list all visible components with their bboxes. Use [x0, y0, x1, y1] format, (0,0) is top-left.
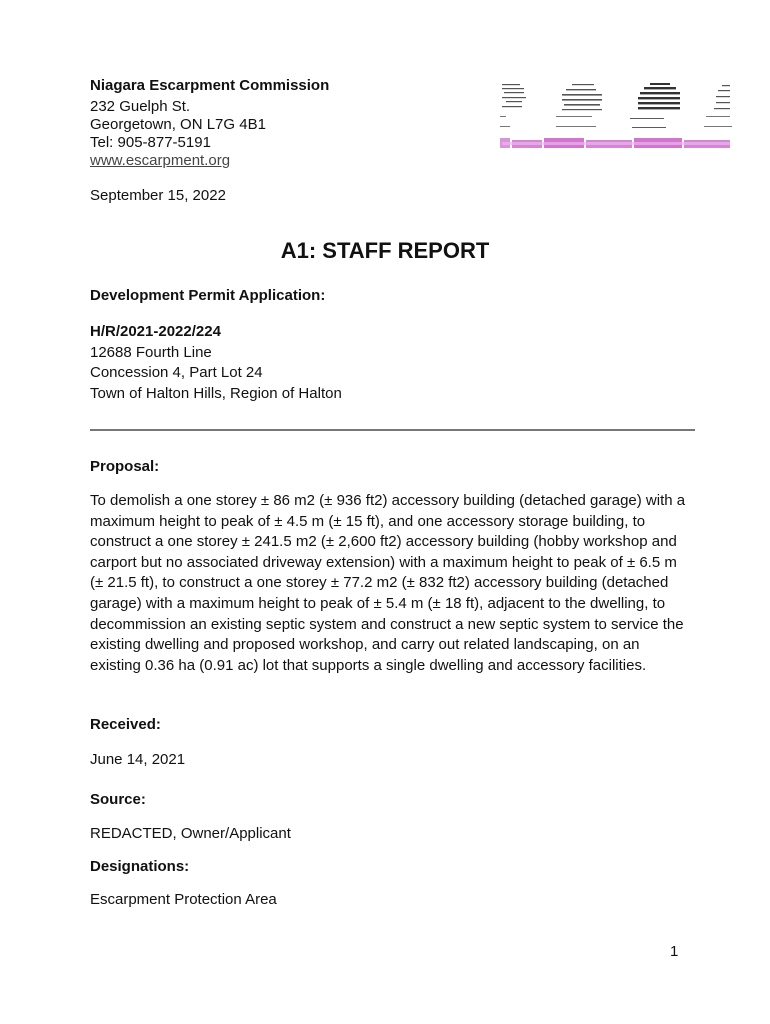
source-heading: Source:: [90, 791, 146, 808]
application-heading: Development Permit Application:: [90, 287, 326, 304]
source-text: REDACTED, Owner/Applicant: [90, 825, 291, 842]
address-phone: Tel: 905-877-5191: [90, 134, 211, 151]
page-title: A1: STAFF REPORT: [280, 238, 490, 263]
nec-logo-4-icon: [704, 85, 732, 127]
nec-logo-2-icon: [556, 84, 602, 127]
nec-logos: [500, 80, 735, 155]
website-link[interactable]: www.escarpment.org: [90, 152, 231, 169]
org-name: Niagara Escarpment Commission: [90, 77, 330, 94]
location-line: Town of Halton Hills, Region of Halton: [90, 385, 342, 402]
designations-text: Escarpment Protection Area: [90, 891, 277, 908]
file-number: H/R/2021-2022/224: [90, 323, 221, 340]
location-line: 12688 Fourth Line: [90, 344, 212, 361]
proposal-heading: Proposal:: [90, 458, 160, 475]
received-heading: Received:: [90, 716, 161, 733]
report-date: September 15, 2022: [90, 187, 226, 204]
address-city: Georgetown, ON L7G 4B1: [90, 116, 266, 133]
location-line: Concession 4, Part Lot 24: [90, 364, 263, 381]
proposal-text: To demolish a one storey ± 86 m2 (± 936 ft2) accessory building (detached garage) with a maximum height to peak of ± 4.5 m (± 15 ft), and one accessory storage building, to construct a one storey ± 241.5 m2 (± 2,600 ft2) accessory building (hobby workshop and carport but no associated driveway extension) with a maximum height to peak of ± 6.5 m (± 21.5 ft), to construct a one storey ± 77.2 m2 (± 832 ft2) accessory building (detached garage) with a maximum height to peak of ± 5.4 m (± 18 ft), adjacent to the dwelling, to decommission an existing septic system and construct a new septic system to service the existing dwelling and proposed workshop, and carry out related landscaping, on an existing 0.36 ha (0.91 ac) lot that supports a single dwelling and accessory facilities.: [90, 492, 686, 674]
nec-logo-3-icon: [630, 83, 680, 128]
address-street: 232 Guelph St.: [90, 98, 191, 115]
page-number: 1: [670, 943, 679, 960]
section-divider: [90, 429, 695, 431]
nec-logo-1-icon: [500, 84, 526, 127]
received-text: June 14, 2021: [90, 751, 186, 768]
designations-heading: Designations:: [90, 858, 190, 875]
